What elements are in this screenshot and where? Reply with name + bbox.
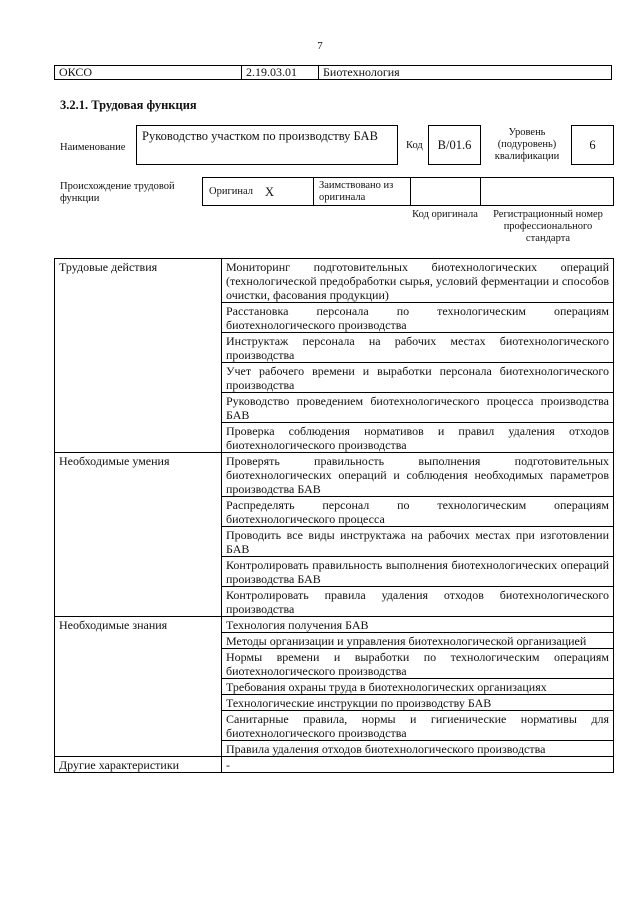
category-cell: Другие характеристики (55, 757, 222, 773)
table-row (55, 259, 614, 303)
function-name-field: Руководство участком по производству БАВ (136, 125, 398, 165)
table-row (55, 617, 614, 633)
borrowed-label: Заимствовано из оригинала (319, 180, 394, 203)
okso-label: ОКСО (55, 66, 242, 80)
original-mark: X (265, 185, 275, 199)
category-cell: Необходимые умения (55, 453, 222, 617)
table-row (55, 757, 614, 773)
item-cell: Распределять персонал по технологическим операциям биотехнологического процесса (222, 497, 614, 527)
item-cell: Руководство проведением биотехнологического процесса производства БАВ (222, 393, 614, 423)
code-original-caption: Код оригинала (412, 209, 478, 220)
divider (313, 177, 314, 206)
function-code-field: B/01.6 (428, 125, 481, 165)
origin-label: Происхождение трудовой функции (60, 181, 175, 204)
page-number: 7 (317, 40, 323, 52)
item-cell: Правила удаления отходов биотехнологического производства (222, 741, 614, 757)
item-cell: Мониторинг подготовительных биотехнологических операций (технологической предобработки сырья, условий ферментации и способов очистки, фасования продукции) (222, 259, 614, 303)
item-cell: - (222, 757, 614, 773)
item-cell: Требования охраны труда в биотехнологических организациях (222, 679, 614, 695)
original-label: Оригинал (209, 186, 253, 197)
registration-number-caption: Регистрационный номер профессионального стандарта (493, 209, 603, 244)
item-cell: Нормы времени и выработки по технологическим операциям биотехнологического производства (222, 649, 614, 679)
section-title: 3.2.1. Трудовая функция (60, 98, 197, 112)
item-cell: Проверка соблюдения нормативов и правил удаления отходов биотехнологического производства (222, 423, 614, 453)
okso-name: Биотехнология (319, 66, 612, 80)
item-cell: Расстановка персонала по технологическим операциям биотехнологического производства (222, 303, 614, 333)
origin-table (202, 177, 614, 206)
code-label: Код (406, 140, 423, 151)
level-label: Уровень (подуровень) квалификации (494, 127, 560, 162)
okso-table (54, 65, 612, 80)
item-cell: Проводить все виды инструктажа на рабочих местах при изготовлении БАВ (222, 527, 614, 557)
item-cell: Проверять правильность выполнения подготовительных биотехнологических операций и соблюдения необходимых параметров производства БАВ (222, 453, 614, 497)
item-cell: Технологические инструкции по производству БАВ (222, 695, 614, 711)
competency-table (54, 258, 614, 773)
category-cell: Необходимые знания (55, 617, 222, 757)
item-cell: Контролировать правила удаления отходов биотехнологического производства (222, 587, 614, 617)
table-row (55, 453, 614, 497)
item-cell: Методы организации и управления биотехнологической организацией (222, 633, 614, 649)
item-cell: Учет рабочего времени и выработки персонала биотехнологического производства (222, 363, 614, 393)
item-cell: Технология получения БАВ (222, 617, 614, 633)
item-cell: Инструктаж персонала на рабочих местах биотехнологического производства (222, 333, 614, 363)
category-cell: Трудовые действия (55, 259, 222, 453)
item-cell: Контролировать правильность выполнения биотехнологических операций производства БАВ (222, 557, 614, 587)
name-label: Наименование (60, 142, 126, 153)
divider (480, 177, 481, 206)
item-cell: Санитарные правила, нормы и гигиенические нормативы для биотехнологического производства (222, 711, 614, 741)
okso-code: 2.19.03.01 (242, 66, 319, 80)
level-field: 6 (571, 125, 614, 165)
divider (410, 177, 411, 206)
